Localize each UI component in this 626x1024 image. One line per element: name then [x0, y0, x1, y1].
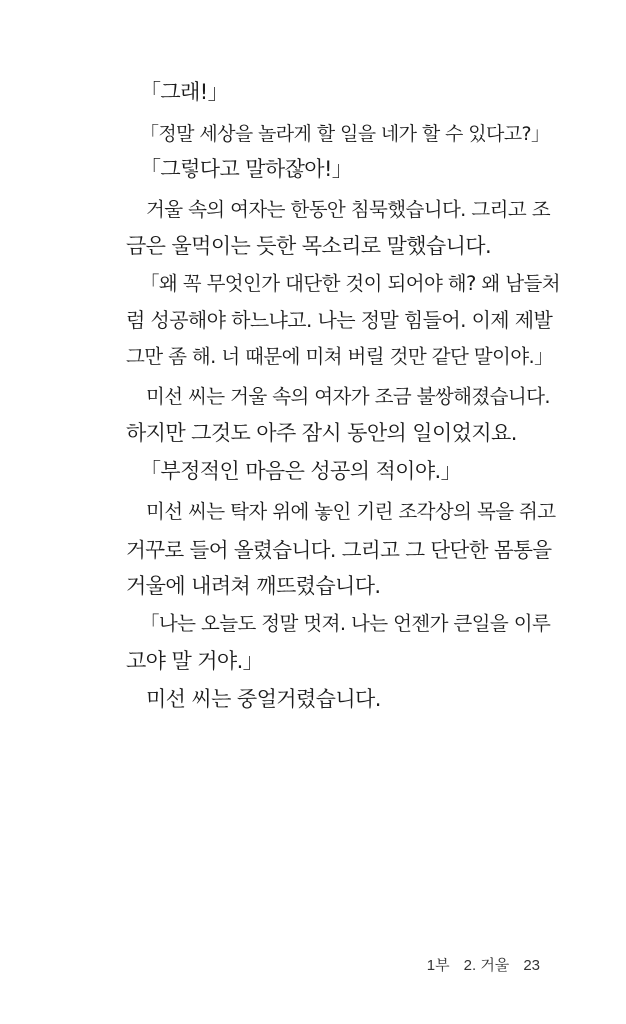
text-line: 그만 좀 해. 너 때문에 미쳐 버릴 것만 같단 말이야.」: [126, 345, 553, 368]
text-line: 「왜 꼭 무엇인가 대단한 것이 되어야 해? 왜 남들처: [140, 272, 560, 295]
text-line: 하지만 그것도 아주 잠시 동안의 일이었지요.: [126, 421, 517, 445]
text-line: 거울에 내려쳐 깨뜨렸습니다.: [126, 574, 381, 598]
text-line: 「그래!」: [140, 80, 228, 104]
text-line: 미선 씨는 거울 속의 여자가 조금 불쌍해졌습니다.: [146, 385, 550, 408]
text-line: 금은 울먹이는 듯한 목소리로 말했습니다.: [126, 234, 492, 258]
text-line: 미선 씨는 탁자 위에 놓인 기린 조각상의 목을 쥐고: [146, 500, 556, 523]
text-line: 「부정적인 마음은 성공의 적이야.」: [140, 459, 462, 483]
text-line: 「정말 세상을 놀라게 할 일을 네가 할 수 있다고?」: [140, 123, 550, 145]
text-line: 거꾸로 들어 올렸습니다. 그리고 그 단단한 몸통을: [126, 538, 552, 562]
text-line: 「그렇다고 말하잖아!」: [140, 157, 353, 181]
text-line: 「나는 오늘도 정말 멋져. 나는 언젠가 큰일을 이루: [140, 612, 551, 635]
text-line: 럼 성공해야 하느냐고. 나는 정말 힘들어. 이제 제발: [126, 308, 553, 332]
text-line: 거울 속의 여자는 한동안 침묵했습니다. 그리고 조: [146, 198, 550, 221]
chapter-label: 2. 거울: [463, 957, 510, 974]
text-line: 미선 씨는 중얼거렸습니다.: [146, 687, 381, 711]
part-label: 1부: [426, 957, 450, 974]
page-number: 23: [523, 957, 540, 974]
page-footer: [410, 937, 540, 992]
text-line: 고야 말 거야.」: [126, 649, 264, 673]
